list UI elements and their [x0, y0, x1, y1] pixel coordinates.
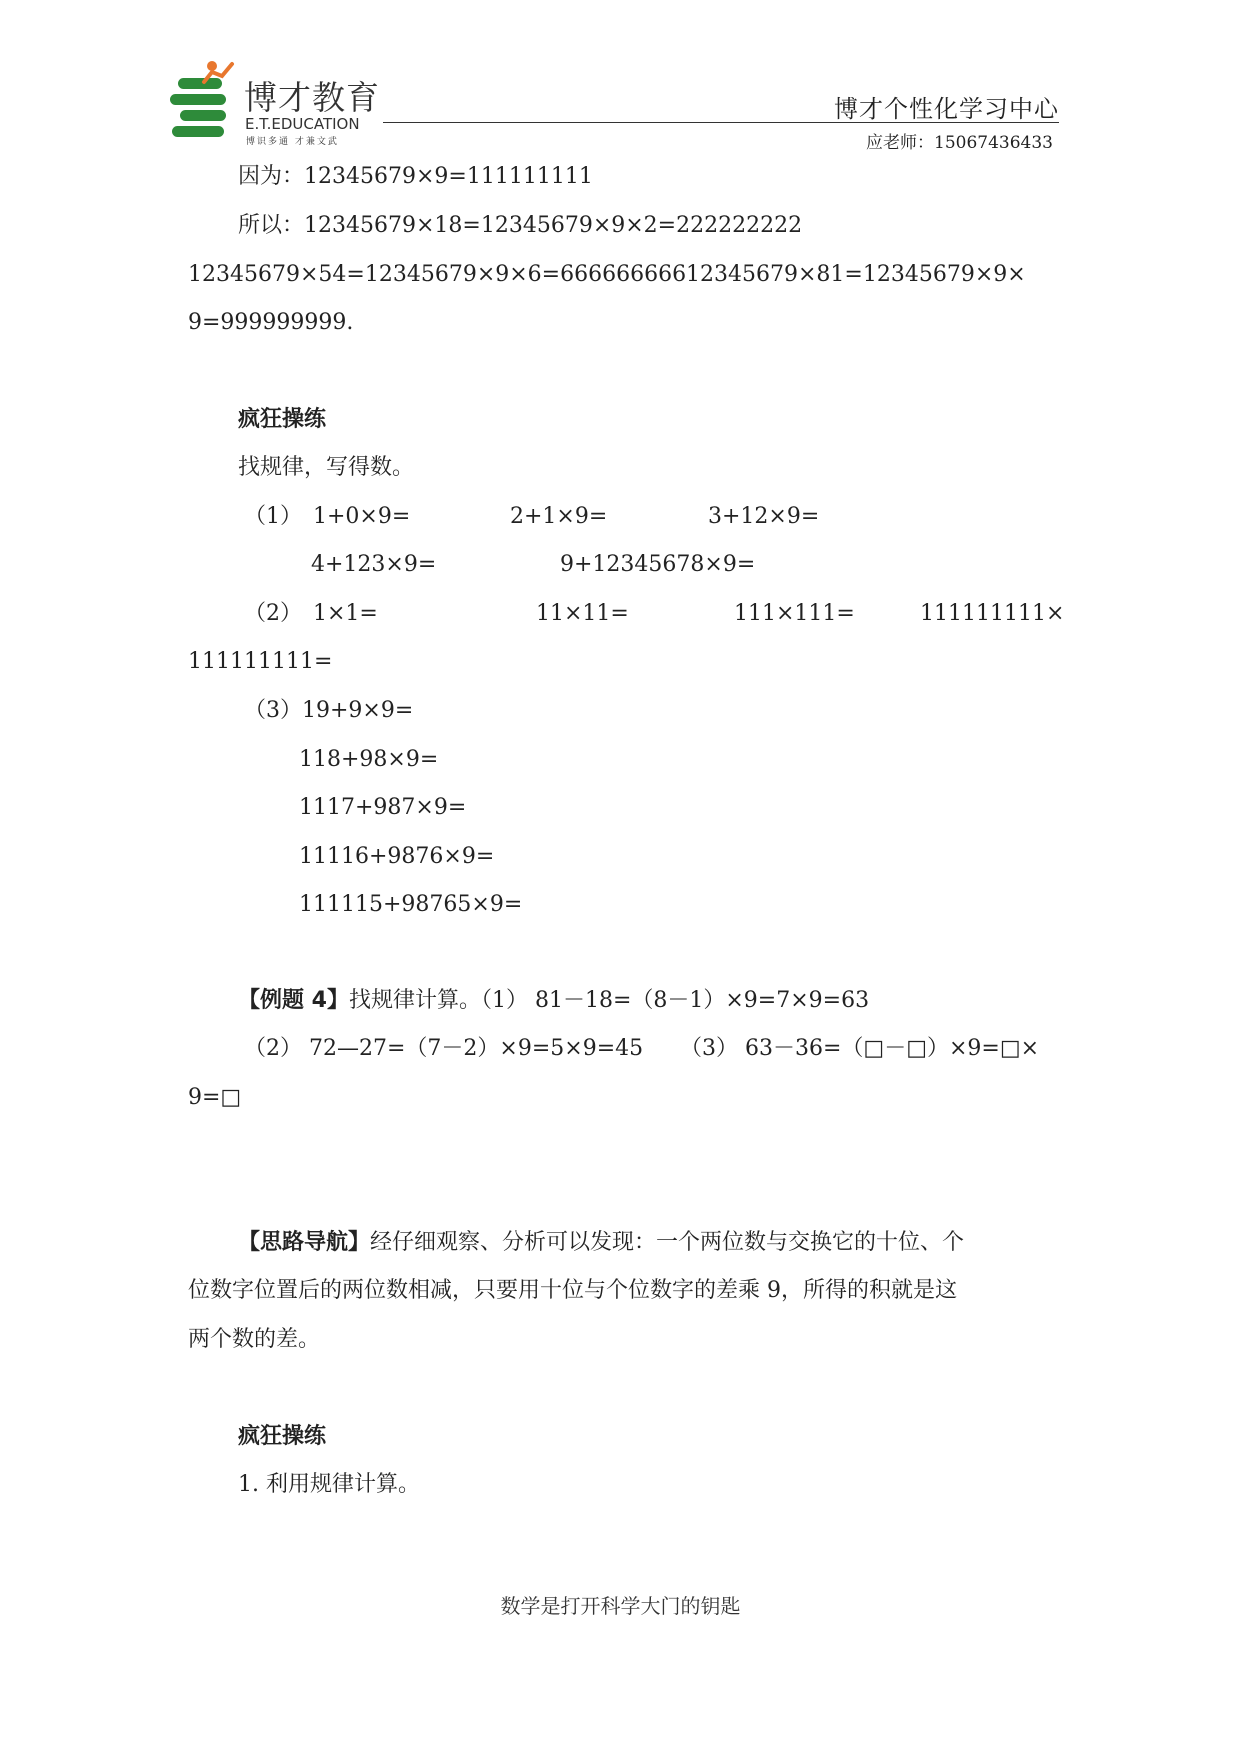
guide-label: 【思路导航】	[238, 1230, 371, 1255]
problem-1-label: （1）	[244, 504, 302, 529]
section-title-practice-2: 疯狂操练	[238, 1424, 327, 1449]
text-line-54: 12345679×54=12345679×9×6=666666666	[188, 262, 687, 287]
problem-2c: 111×111=	[734, 601, 855, 626]
problem-1c: 3+12×9=	[708, 504, 820, 529]
logo-english-name: E.T.EDUCATION	[245, 115, 360, 133]
text-line-therefore: 所以：12345679×18=12345679×9×2=222222222	[238, 213, 803, 238]
text-line-81: 12345679×81=12345679×9×	[686, 262, 1026, 287]
logo	[170, 64, 380, 148]
practice-intro: 找规律，写得数。	[238, 455, 415, 480]
problem-3b: 118+98×9=	[299, 747, 439, 772]
problem-2e: 111111111=	[188, 649, 333, 674]
example-4-part-2: （2） 72—27=（7－2）×9=5×9=45	[244, 1036, 644, 1061]
guide-line-1	[238, 1228, 964, 1258]
problem-1b: 2+1×9=	[510, 504, 608, 529]
problem-2d: 111111111×	[920, 601, 1065, 626]
guide-line-3: 两个数的差。	[188, 1327, 321, 1352]
problem-2b: 11×11=	[536, 601, 629, 626]
problem-3e: 111115+98765×9=	[299, 892, 523, 917]
problem-3c: 1117+987×9=	[299, 795, 467, 820]
logo-chinese-name: 博才教育	[244, 78, 380, 117]
problem-1a: 1+0×9=	[313, 504, 411, 529]
example-4	[238, 986, 869, 1016]
problem-3d: 11116+9876×9=	[299, 844, 495, 869]
problem-2a: 1×1=	[313, 601, 378, 626]
section-title-practice: 疯狂操练	[238, 407, 327, 432]
logo-slogan: 博识多通 才兼文武	[246, 137, 339, 147]
teacher-phone: 应老师：15067436433	[866, 133, 1053, 153]
example-4-text: 找规律计算。（1） 81－18=（8－1）×9=7×9=63	[348, 988, 870, 1013]
problem-2-label: （2）	[244, 601, 302, 626]
logo-books-icon	[170, 74, 236, 148]
example-4-label: 【例题 4】	[238, 988, 349, 1013]
guide-text-1: 经仔细观察、分析可以发现：一个两位数与交换它的十位、个	[370, 1230, 965, 1255]
practice-2-item-1: 1. 利用规律计算。	[238, 1472, 420, 1497]
guide-line-2: 位数字位置后的两位数相减，只要用十位与个位数字的差乘 9，所得的积就是这	[188, 1278, 957, 1303]
problem-3a: （3）19+9×9=	[244, 698, 414, 723]
logo-figure-icon	[200, 60, 236, 86]
problem-1d: 4+123×9=	[311, 552, 437, 577]
page-footer: 数学是打开科学大门的钥匙	[500, 1594, 741, 1618]
text-line-because: 因为：12345679×9=111111111	[238, 164, 593, 189]
center-name: 博才个性化学习中心	[834, 95, 1059, 123]
example-4-part-3: （3） 63－36=（□－□）×9=□×	[680, 1036, 1040, 1061]
text-line-result-81: 9=999999999.	[188, 310, 354, 335]
problem-1e: 9+12345678×9=	[560, 552, 756, 577]
example-4-part-3-cont: 9=□	[188, 1085, 242, 1110]
